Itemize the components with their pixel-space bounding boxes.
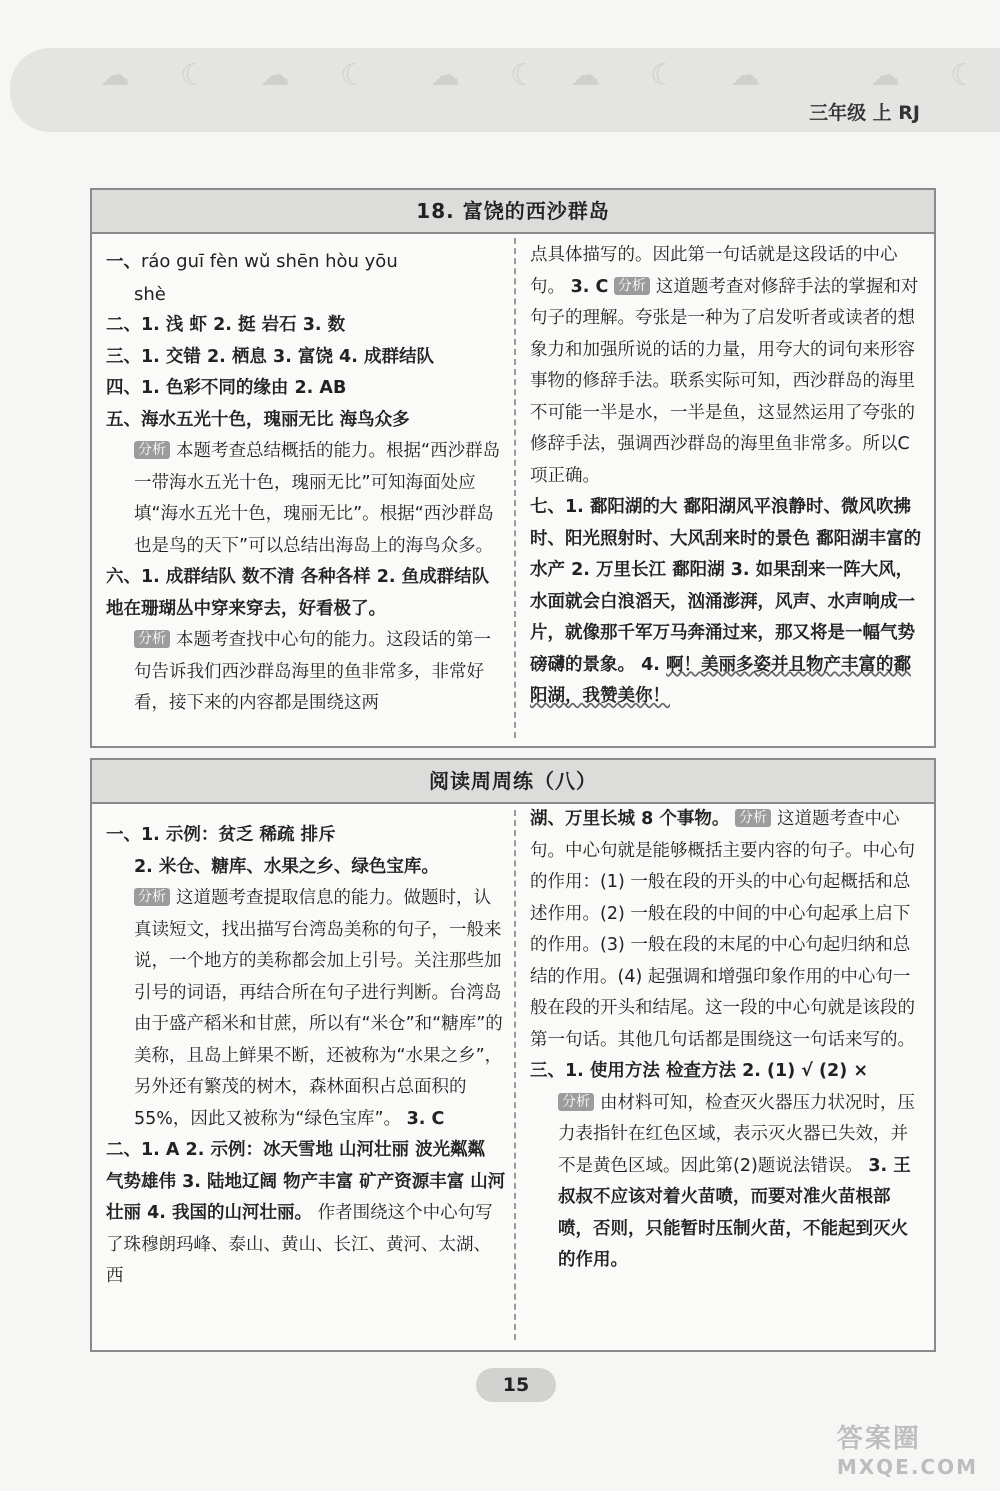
analysis-text: 本题考查总结概括的能力。根据“西沙群岛一带海水五光十色，瑰丽无比”可知海面处应填“海水五光十色，瑰丽无比”。根据“西沙群岛也是鸟的天下”可以总结出海岛上的海鸟众多。 (134, 441, 501, 556)
question-6: 六、1. 成群结队 数不清 各种各样 2. 鱼成群结队地在珊瑚丛中穿来穿去，好看极了。 (106, 567, 490, 619)
column-divider (514, 810, 516, 1340)
analysis-text: 点具体描写的。因此第一句话就是这段话的中心句。 (530, 245, 898, 297)
question-4: 四、1. 色彩不同的缘由 2. AB (106, 378, 347, 398)
analysis-text: 本题考查找中心句的能力。这段话的第一句告诉我们西沙群岛海里的鱼非常多，非常好看，接下来的内容都是围绕这两 (134, 630, 491, 713)
question-5-analysis (106, 436, 506, 562)
question-3: 三、1. 使用方法 检查方法 2. (1) √ (2) × (530, 1061, 868, 1081)
answer-3c: 3. C (570, 276, 609, 297)
moon-icon: ☾ (340, 58, 367, 93)
question-1: 一、1. 示例：贫乏 稀疏 排斥 (106, 825, 336, 845)
question-2 (106, 1135, 506, 1293)
moon-icon: ☾ (650, 58, 677, 93)
cloud-moon-icon: ☾ (180, 58, 207, 93)
left-column (106, 246, 506, 720)
question-6-analysis (106, 625, 506, 720)
cloud-moon-icon: ☾ (510, 58, 537, 93)
analysis-text: 这道题考查提取信息的能力。做题时，认真读短文，找出描写台湾岛美称的句子，一般来说，一个地方的美称都会加上引号。关注那些加引号的词语，再结合所在句子进行判断。台湾岛由于盛产稻米和甘蔗，所以有“米仓”和“糖库”的美称，且岛上鲜果不断，还被称为“水果之乡”，另外还有繁茂的树木，森林面积占总面积的55%，因此又被称为“绿色宝库”。 (134, 888, 503, 1129)
cloud-rain-icon: ☁ (430, 58, 460, 93)
analysis-tag: 分析 (735, 809, 771, 827)
question-2-answers: 二、1. A 2. 示例：冰天雪地 山河壮丽 波光粼粼 气势雄伟 3. 陆地辽阔 物产丰富 矿产资源丰富 山河壮丽 4. 我国的山河壮丽。 (106, 1140, 506, 1223)
question-2-explanation: 作者围绕这个中心句写了珠穆朗玛峰、泰山、黄山、长江、黄河、太湖、西 (106, 1203, 493, 1286)
pinyin-answer-extra: shè (134, 283, 166, 305)
question-3-analysis (530, 1088, 922, 1277)
question-2: 二、1. 浅 虾 2. 挺 岩石 3. 数 (106, 315, 346, 335)
cloud-rain-icon: ☁ (870, 58, 900, 93)
question-label: 一、 (106, 252, 141, 272)
answer-3c: 3. C (406, 1108, 445, 1129)
question-1-part-2: 2. 米仓、糖库、水果之乡、绿色宝库。 (134, 856, 439, 877)
analysis-text: 这道题考查中心句。中心句就是能够概括主要内容的句子。中心句的作用：(1) 一般在段的开头的中心句起概括和总述作用。(2) 一般在段的中间的中心句起承上启下的作用。(3) 一般在段的末尾的中心句起归纳和总结的作用。(4) 起强调和增强印象作用的中心句一般在段的开头和结尾。这一段的中心句就是该段的第一句话。其他几句话都是围绕这一句话来写的。 (530, 809, 915, 1050)
column-divider (514, 238, 516, 738)
moon-icon: ☾ (950, 58, 977, 93)
page-number: 15 (476, 1368, 556, 1402)
right-column (530, 240, 922, 713)
cloud-rain-icon: ☁ (730, 58, 760, 93)
continued-analysis (530, 240, 922, 492)
analysis-text: 由材料可知，检查灭火器压力状况时，压力表指针在红色区域，表示灭火器已失效，并不是黄色区域。因此第(2)题说法错误。 (558, 1092, 915, 1176)
question-7 (530, 492, 922, 713)
left-column (106, 820, 506, 1293)
question-5: 五、海水五光十色，瑰丽无比 海鸟众多 (106, 409, 410, 430)
question-1-analysis (106, 883, 506, 1135)
analysis-tag: 分析 (134, 888, 170, 906)
question-1 (106, 246, 506, 279)
cloud-rain-icon: ☁ (570, 58, 600, 93)
analysis-tag: 分析 (134, 441, 170, 459)
watermark-domain: MXQE.COM (836, 1455, 978, 1479)
analysis-tag: 分析 (614, 277, 650, 295)
question-7-final-sentence: 啊！美丽多姿并且物产丰富的鄱阳湖，我赞美你！ (530, 654, 912, 706)
grade-label: 三年级 上 RJ (809, 102, 920, 124)
question-3-part-3: 3. 王叔叔不应该对着火苗喷，而要对准火苗根部喷，否则，只能暂时压制火苗，不能起到灭火的作用。 (558, 1155, 911, 1270)
answer-box-lesson-18 (90, 188, 936, 748)
analysis-text: 这道题考查对修辞手法的掌握和对句子的理解。夸张是一种为了启发听者或读者的想象力和加强所说的话的力量，用夸大的词句来形容事物的修辞手法。联系实际可知，西沙群岛的海里不可能一半是水，一半是鱼，这显然运用了夸张的修辞手法，强调西沙群岛的海里鱼非常多。所以C项正确。 (530, 276, 919, 486)
right-column (530, 804, 922, 1277)
continued-answer: 湖、万里长城 8 个事物。 (530, 809, 730, 829)
watermark-text: 答案圈 (836, 1424, 921, 1454)
cloud-rain-icon: ☁ (260, 58, 290, 93)
analysis-tag: 分析 (558, 1093, 594, 1111)
section-title: 阅读周周练（八） (92, 760, 934, 804)
question-7-answers: 七、1. 鄱阳湖的大 鄱阳湖风平浪静时、微风吹拂时、阳光照射时、大风刮来时的景色 鄱阳湖丰富的水产 2. 万里长江 鄱阳湖 3. 如果刮来一阵大风，水面就会白浪滔天，汹涌澎湃，风声、水声响成一片，就像那千军万马奔涌过来，那又将是一幅气势磅礴的景象。 4. (530, 497, 922, 675)
question-3: 三、1. 交错 2. 栖息 3. 富饶 4. 成群结队 (106, 346, 434, 367)
pinyin-answers: ráo guī fèn wǔ shēn hòu yōu (141, 251, 398, 272)
watermark-logo (837, 1418, 978, 1479)
analysis-tag: 分析 (134, 630, 170, 648)
answer-box-weekly-reading-8 (90, 758, 936, 1352)
section-title: 18. 富饶的西沙群岛 (92, 190, 934, 234)
continued-analysis (530, 804, 922, 1056)
cloud-rain-icon: ☁ (100, 58, 130, 93)
